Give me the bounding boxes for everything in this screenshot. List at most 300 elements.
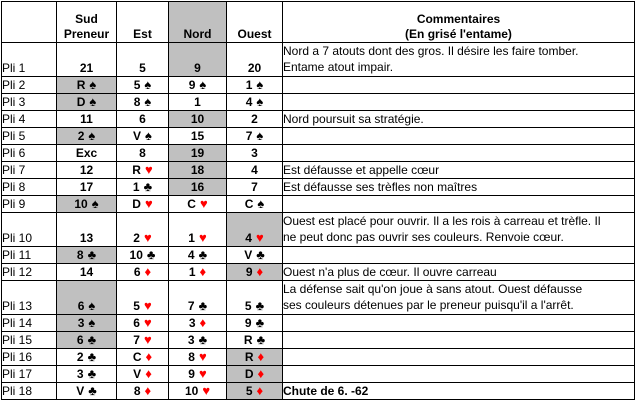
card-rank: 8 <box>139 146 146 160</box>
card-rank: 2 <box>133 231 140 245</box>
header-nord: Nord <box>169 2 227 43</box>
card-rank: 3 <box>77 316 85 330</box>
card-nord <box>169 196 227 213</box>
trick-number: Pli 7 <box>2 162 57 179</box>
trick-row <box>2 247 635 264</box>
heart-icon: ♥ <box>143 332 152 347</box>
comment-line: Nord poursuit sa stratégie. <box>283 112 424 126</box>
card-est-value <box>133 315 151 331</box>
header-sud-line2: Preneur <box>63 27 110 41</box>
spade-icon: ♠ <box>91 196 99 211</box>
card-nord-value <box>189 77 207 93</box>
trick-comment <box>283 349 635 366</box>
trick-comment <box>283 213 635 247</box>
card-rank: 8 <box>133 384 141 398</box>
trick-number: Pli 13 <box>2 281 57 315</box>
card-sud <box>57 366 117 383</box>
card-rank: 7 <box>245 129 253 143</box>
card-rank: 7 <box>133 333 140 347</box>
card-est-value <box>134 264 151 280</box>
card-est <box>117 332 169 349</box>
card-sud-value <box>76 145 97 161</box>
trick-row <box>2 179 635 196</box>
card-est-value <box>133 179 152 195</box>
card-nord <box>169 349 227 366</box>
card-ouest <box>227 264 283 281</box>
card-sud-value <box>76 383 97 399</box>
card-ouest-value <box>245 298 264 314</box>
heart-icon: ♥ <box>143 230 152 245</box>
card-rank: 1 <box>245 78 253 92</box>
spade-icon: ♠ <box>144 94 152 109</box>
spade-icon: ♠ <box>88 298 96 313</box>
trick-row <box>2 162 635 179</box>
card-est-value <box>130 247 156 263</box>
club-icon: ♣ <box>198 247 208 262</box>
trick-comment <box>283 264 635 281</box>
card-nord-value <box>185 383 210 399</box>
card-sud-value <box>77 94 97 110</box>
trick-row <box>2 349 635 366</box>
club-icon: ♣ <box>255 298 265 313</box>
card-nord-value <box>191 179 204 195</box>
card-rank: V <box>133 129 142 143</box>
card-sud <box>57 315 117 332</box>
card-sud <box>57 332 117 349</box>
card-ouest-value <box>251 179 258 195</box>
trick-comment <box>283 43 635 77</box>
card-ouest-value <box>246 383 263 399</box>
card-rank: 8 <box>76 248 84 262</box>
diamond-icon: ♦ <box>199 264 207 279</box>
header-comment-line1: Commentaires <box>416 12 501 26</box>
card-rank: 12 <box>79 163 94 177</box>
card-est-value <box>134 94 152 110</box>
card-rank: 21 <box>79 61 94 75</box>
card-rank: 9 <box>188 78 196 92</box>
club-icon: ♣ <box>87 349 97 364</box>
card-rank: 4 <box>245 95 253 109</box>
card-nord-value <box>188 332 207 348</box>
card-ouest-value <box>248 60 261 76</box>
card-rank: 4 <box>251 163 258 177</box>
card-nord-value <box>194 94 201 110</box>
card-est <box>117 196 169 213</box>
club-icon: ♣ <box>198 298 208 313</box>
card-sud-value <box>77 349 96 365</box>
card-nord-value <box>189 264 206 280</box>
card-rank: 4 <box>245 231 252 245</box>
club-icon: ♣ <box>146 247 156 262</box>
card-ouest <box>227 43 283 77</box>
diamond-icon: ♦ <box>256 264 264 279</box>
card-ouest <box>227 77 283 94</box>
card-rank: C <box>244 197 254 211</box>
card-ouest <box>227 315 283 332</box>
card-est <box>117 213 169 247</box>
card-rank: 19 <box>190 146 205 160</box>
card-sud-value <box>78 298 96 314</box>
comment-line: ne peut donc pas ouvrir ses couleurs. Renvoie cœur. <box>283 230 564 244</box>
trick-comment <box>283 162 635 179</box>
card-sud <box>57 383 117 400</box>
trick-comment <box>283 383 635 400</box>
card-rank: 2 <box>77 129 85 143</box>
card-ouest <box>227 332 283 349</box>
spade-icon: ♠ <box>257 196 265 211</box>
club-icon: ♣ <box>256 247 265 262</box>
trick-number: Pli 4 <box>2 111 57 128</box>
club-icon: ♣ <box>256 332 266 347</box>
card-rank: 1 <box>132 180 140 194</box>
comment-line: La défense sait qu'on joue à sans atout. Ouest défausse <box>283 282 583 296</box>
diamond-icon: ♦ <box>144 264 152 279</box>
club-icon: ♣ <box>143 179 153 194</box>
card-nord <box>169 281 227 315</box>
card-est-value <box>139 145 146 161</box>
card-rank: 18 <box>190 163 205 177</box>
heart-icon: ♥ <box>202 383 211 398</box>
card-nord-value <box>188 349 206 365</box>
card-sud-value <box>77 77 97 93</box>
trick-comment <box>283 281 635 315</box>
card-rank: 3 <box>188 316 196 330</box>
card-sud-value <box>80 111 93 127</box>
card-ouest-value <box>245 230 263 246</box>
card-est <box>117 111 169 128</box>
card-rank: V <box>244 248 253 262</box>
card-rank: 10 <box>74 197 88 211</box>
trick-row <box>2 332 635 349</box>
card-est-value <box>133 298 151 314</box>
card-sud-value <box>80 60 93 76</box>
card-rank: R <box>76 78 86 92</box>
trick-number: Pli 1 <box>2 43 57 77</box>
spade-icon: ♠ <box>88 315 96 330</box>
trick-number: Pli 9 <box>2 196 57 213</box>
card-rank: V <box>133 367 142 381</box>
card-nord-value <box>188 230 206 246</box>
trick-comment <box>283 77 635 94</box>
card-ouest-value <box>245 315 264 331</box>
trick-number: Pli 11 <box>2 247 57 264</box>
trick-row <box>2 196 635 213</box>
comment-line: Ouest est placé pour ouvrir. Il a les rois à carreau et trèfle. Il <box>283 214 601 228</box>
card-est-value <box>134 383 151 399</box>
card-rank: 13 <box>79 231 94 245</box>
card-rank: 2 <box>251 112 258 126</box>
card-ouest-value <box>244 332 265 348</box>
card-est <box>117 315 169 332</box>
card-sud <box>57 145 117 162</box>
card-est-value <box>139 111 146 127</box>
card-rank: 6 <box>76 333 84 347</box>
card-sud-value <box>78 128 96 144</box>
card-rank: 8 <box>133 95 141 109</box>
spade-icon: ♠ <box>256 77 264 92</box>
card-sud-value <box>77 247 96 263</box>
card-ouest-value <box>245 366 264 382</box>
card-nord <box>169 247 227 264</box>
club-icon: ♣ <box>198 332 208 347</box>
card-rank: 5 <box>133 78 141 92</box>
card-nord-value <box>191 128 204 144</box>
card-est <box>117 94 169 111</box>
trick-number: Pli 14 <box>2 315 57 332</box>
card-rank: 5 <box>245 384 253 398</box>
card-sud-value <box>74 196 98 212</box>
card-rank: 3 <box>187 333 195 347</box>
card-ouest <box>227 145 283 162</box>
card-sud <box>57 247 117 264</box>
trick-comment <box>283 196 635 213</box>
comment-line: Est défausse ses trèfles non maîtres <box>283 180 478 194</box>
club-icon: ♣ <box>87 247 97 262</box>
card-nord-value <box>189 315 206 331</box>
heart-icon: ♥ <box>255 230 264 245</box>
card-nord-value <box>187 196 207 212</box>
trick-number: Pli 6 <box>2 145 57 162</box>
card-nord <box>169 128 227 145</box>
trick-number: Pli 18 <box>2 383 57 400</box>
card-rank: 5 <box>244 299 252 313</box>
card-nord <box>169 332 227 349</box>
comment-line: Entame atout impair. <box>283 60 394 74</box>
card-rank: 1 <box>188 265 196 279</box>
spade-icon: ♠ <box>89 77 97 92</box>
card-rank: R <box>132 163 141 177</box>
card-ouest <box>227 94 283 111</box>
card-rank: 7 <box>187 299 195 313</box>
header-row <box>2 2 635 43</box>
card-nord <box>169 213 227 247</box>
card-rank: 3 <box>76 367 84 381</box>
card-rank: 9 <box>244 316 252 330</box>
card-nord <box>169 145 227 162</box>
card-rank: C <box>132 350 142 364</box>
card-sud-value <box>80 230 93 246</box>
card-rank: 9 <box>245 265 253 279</box>
card-est <box>117 145 169 162</box>
trick-row <box>2 111 635 128</box>
card-rank: D <box>132 197 141 211</box>
card-sud <box>57 43 117 77</box>
card-ouest-value <box>246 94 264 110</box>
header-comment-line2: (En grisé l'entame) <box>405 27 512 41</box>
card-est <box>117 366 169 383</box>
trick-comment <box>283 332 635 349</box>
card-rank: 10 <box>129 248 143 262</box>
comment-line: Est défausse et appelle cœur <box>283 163 440 177</box>
card-rank: 5 <box>133 299 140 313</box>
card-est <box>117 77 169 94</box>
trick-number: Pli 8 <box>2 179 57 196</box>
card-sud-value <box>80 179 93 195</box>
club-icon: ♣ <box>87 366 97 381</box>
card-nord-value <box>191 162 204 178</box>
comment-line: ses couleurs détenues par le preneur puisqu'il a l'arrêt. <box>283 298 574 312</box>
card-rank: V <box>76 384 85 398</box>
header-comment <box>283 2 635 43</box>
tricks-table <box>1 1 635 400</box>
card-rank: 20 <box>247 61 262 75</box>
card-rank: 9 <box>194 61 201 75</box>
card-rank: C <box>187 197 196 211</box>
trick-number: Pli 10 <box>2 213 57 247</box>
card-rank: 6 <box>139 112 146 126</box>
card-rank: 1 <box>194 95 201 109</box>
club-icon: ♣ <box>255 315 265 330</box>
club-icon: ♣ <box>87 332 97 347</box>
trick-row <box>2 94 635 111</box>
card-ouest <box>227 179 283 196</box>
trick-comment <box>283 315 635 332</box>
card-est-value <box>133 366 152 382</box>
card-nord-value <box>194 60 201 76</box>
card-sud <box>57 94 117 111</box>
trick-comment <box>283 145 635 162</box>
card-ouest-value <box>244 247 265 263</box>
trick-comment <box>283 247 635 264</box>
card-sud <box>57 179 117 196</box>
card-nord <box>169 162 227 179</box>
trick-row <box>2 77 635 94</box>
card-rank: 6 <box>133 316 140 330</box>
trick-number: Pli 3 <box>2 94 57 111</box>
card-nord <box>169 366 227 383</box>
diamond-icon: ♦ <box>145 349 153 364</box>
card-nord-value <box>191 111 204 127</box>
trick-number: Pli 16 <box>2 349 57 366</box>
heart-icon: ♥ <box>143 315 152 330</box>
trick-row <box>2 383 635 400</box>
card-ouest-value <box>246 128 264 144</box>
card-sud <box>57 196 117 213</box>
card-est <box>117 179 169 196</box>
card-est-value <box>133 349 152 365</box>
diamond-icon: ♦ <box>257 366 265 381</box>
card-ouest <box>227 281 283 315</box>
card-est-value <box>132 196 152 212</box>
diamond-icon: ♦ <box>144 383 152 398</box>
card-rank: 3 <box>251 146 258 160</box>
card-rank: 15 <box>190 129 205 143</box>
card-ouest <box>227 196 283 213</box>
card-ouest-value <box>245 196 265 212</box>
card-rank: 17 <box>79 180 94 194</box>
heart-icon: ♥ <box>198 230 207 245</box>
card-ouest <box>227 128 283 145</box>
trick-row <box>2 315 635 332</box>
spade-icon: ♠ <box>144 77 152 92</box>
trick-row <box>2 281 635 315</box>
trick-number: Pli 5 <box>2 128 57 145</box>
card-rank: 8 <box>188 350 195 364</box>
heart-icon: ♥ <box>199 196 208 211</box>
header-sud <box>57 2 117 43</box>
trick-comment <box>283 366 635 383</box>
heart-icon: ♥ <box>143 298 152 313</box>
diamond-icon: ♦ <box>257 349 265 364</box>
club-icon: ♣ <box>88 383 97 398</box>
card-est <box>117 264 169 281</box>
card-est <box>117 128 169 145</box>
card-est-value <box>132 162 152 178</box>
card-sud <box>57 77 117 94</box>
card-rank: Exc <box>75 146 98 160</box>
comment-line: Chute de 6. -62 <box>283 384 369 398</box>
card-ouest <box>227 111 283 128</box>
card-nord <box>169 43 227 77</box>
card-sud <box>57 128 117 145</box>
card-nord <box>169 315 227 332</box>
card-nord <box>169 111 227 128</box>
card-sud-value <box>80 264 93 280</box>
card-nord-value <box>188 366 206 382</box>
header-est: Est <box>117 2 169 43</box>
trick-number: Pli 2 <box>2 77 57 94</box>
card-sud-value <box>78 315 96 331</box>
card-rank: 10 <box>184 384 199 398</box>
card-est <box>117 162 169 179</box>
heart-icon: ♥ <box>198 366 207 381</box>
trick-row <box>2 43 635 77</box>
trick-comment <box>283 94 635 111</box>
card-rank: 6 <box>77 299 85 313</box>
card-ouest-value <box>245 349 264 365</box>
card-sud-value <box>77 366 96 382</box>
trick-number: Pli 17 <box>2 366 57 383</box>
trick-row <box>2 213 635 247</box>
header-ouest: Ouest <box>227 2 283 43</box>
trick-comment <box>283 128 635 145</box>
diamond-icon: ♦ <box>145 366 152 381</box>
card-sud-value <box>80 162 93 178</box>
spade-icon: ♠ <box>89 94 97 109</box>
card-ouest <box>227 366 283 383</box>
card-est <box>117 247 169 264</box>
spade-icon: ♠ <box>199 77 207 92</box>
card-ouest <box>227 349 283 366</box>
card-rank: 16 <box>190 180 205 194</box>
card-ouest-value <box>251 111 258 127</box>
trick-row <box>2 264 635 281</box>
card-est-value <box>133 128 152 144</box>
card-ouest-value <box>251 162 258 178</box>
card-nord-value <box>188 247 207 263</box>
card-sud <box>57 264 117 281</box>
card-sud <box>57 111 117 128</box>
card-est <box>117 383 169 400</box>
card-nord-value <box>191 145 204 161</box>
card-rank: 1 <box>188 231 195 245</box>
card-est-value <box>133 230 151 246</box>
card-rank: R <box>243 333 253 347</box>
card-rank: 11 <box>80 112 93 126</box>
card-rank: 9 <box>188 367 195 381</box>
card-nord <box>169 94 227 111</box>
comment-line: Ouest n'a plus de cœur. Il ouvre carreau <box>283 265 497 279</box>
spade-icon: ♠ <box>145 128 152 143</box>
card-sud <box>57 162 117 179</box>
card-rank: 4 <box>187 248 195 262</box>
diamond-icon: ♦ <box>199 315 207 330</box>
card-ouest <box>227 213 283 247</box>
card-est-value <box>139 60 146 76</box>
trick-comment <box>283 111 635 128</box>
card-rank: 14 <box>79 265 94 279</box>
card-rank: D <box>244 367 254 381</box>
